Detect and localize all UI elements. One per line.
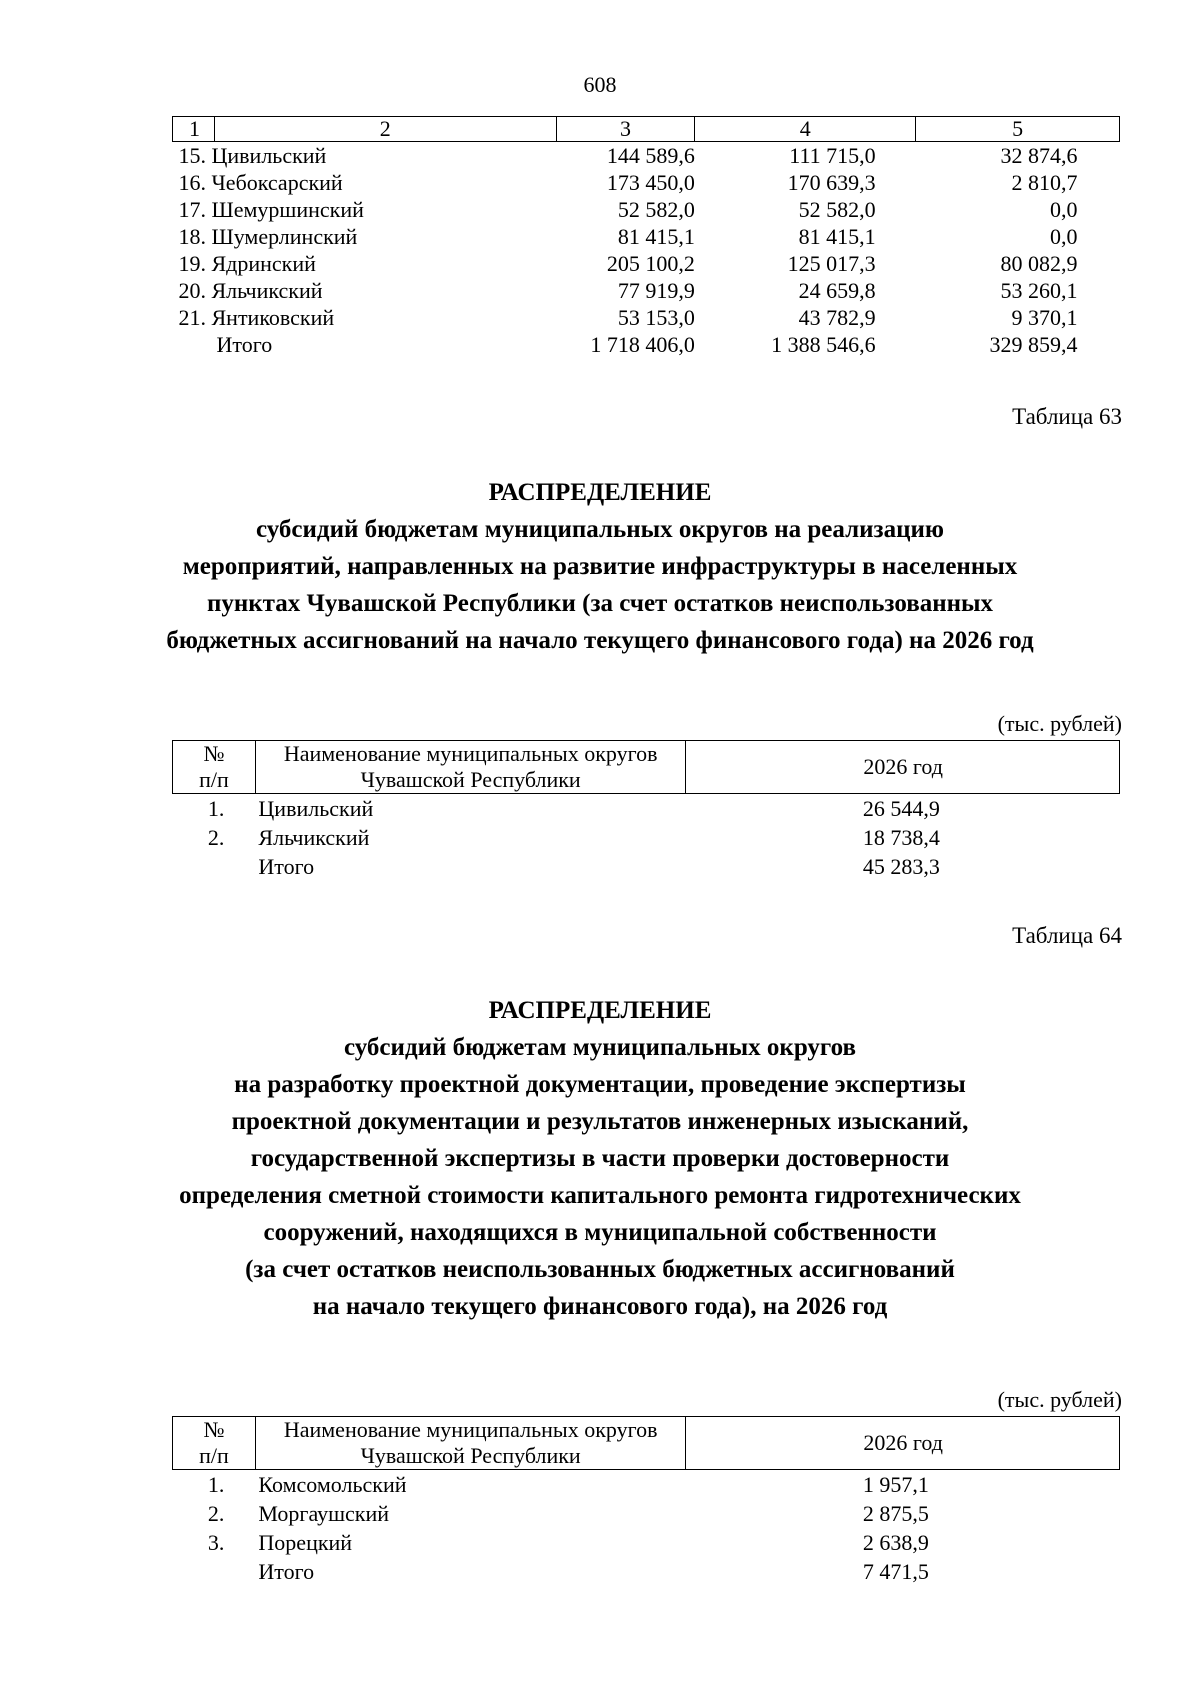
table-row [173,304,1120,331]
title-line: мероприятий, направленных на развитие инфраструктуры в населенных [182,553,1018,580]
value-col3: 144 589,6 [606,143,695,168]
row-number: 2. [207,1501,225,1526]
col-header-name: Чувашской Республики [360,767,581,792]
row-number: 2. [207,825,225,850]
col-header-name: Наименование муниципальных округов [283,1417,658,1442]
units-label: (тыс. рублей) [997,711,1122,736]
row-number: 1. [207,796,225,821]
column-header: 2 [214,117,556,142]
total-value: 7 471,5 [862,1559,929,1584]
district-name: Комсомольский [258,1472,407,1497]
title-line: сооружений, находящихся в муниципальной собственности [263,1219,937,1246]
value-col4: 81 415,1 [798,224,876,249]
total-label: Итого [258,1559,315,1584]
col-header-num: № [203,741,225,766]
title-line: РАСПРЕДЕЛЕНИЕ [488,997,712,1024]
page-number: 608 [583,72,617,97]
value-col4: 24 659,8 [798,278,876,303]
title-line: (за счет остатков неиспользованных бюджетных ассигнований [245,1256,955,1283]
table-row [173,1499,1120,1528]
table63-title [0,474,1200,659]
title-line: на разработку проектной документации, проведение экспертизы [234,1071,966,1098]
district-name: Цивильский [258,796,374,821]
total-value: 45 283,3 [862,854,940,879]
column-header: 5 [916,117,1120,142]
col-header-num: № [203,1417,225,1442]
prev-table-header [173,117,1120,142]
row-number: 1. [207,1472,225,1497]
table-row [173,142,1120,170]
row-number: 20. [178,278,206,303]
row-number: 21. [178,305,206,330]
col-header-year: 2026 год [686,741,1120,794]
title-line: государственной экспертизы в части проверки достоверности [250,1145,950,1172]
row-number: 17. [178,197,206,222]
table64-number: Таблица 64 [1012,923,1122,948]
col-header-name: Чувашской Республики [360,1443,581,1468]
title-line: проектной документации и результатов инженерных изысканий, [231,1108,969,1135]
value-col3: 173 450,0 [606,170,695,195]
column-header: 4 [695,117,916,142]
value-col5: 80 082,9 [1000,251,1078,276]
title-line: РАСПРЕДЕЛЕНИЕ [488,479,712,506]
table-row [173,277,1120,304]
title-line: на начало текущего финансового года), на 2026 год [312,1293,888,1320]
total-row [173,852,1120,881]
district-name: Ядринский [211,251,316,276]
title-line: определения сметной стоимости капитального ремонта гидротехнических [179,1182,1021,1209]
value-col4: 170 639,3 [787,170,876,195]
row-number: 16. [178,170,206,195]
column-header: 3 [556,117,695,142]
value-col4: 125 017,3 [787,251,876,276]
district-name: Чебоксарский [211,170,343,195]
district-name: Цивильский [211,143,327,168]
district-name: Янтиковский [211,305,335,330]
col-header-name: Наименование муниципальных округов [283,741,658,766]
total-col4: 1 388 546,6 [771,332,876,357]
total-label: Итого [216,332,273,357]
table-row [173,1528,1120,1557]
value-2026: 2 875,5 [862,1501,929,1526]
prev-table [172,116,1120,358]
value-col3: 81 415,1 [617,224,695,249]
total-row [173,1557,1120,1586]
table64-title [0,992,1200,1325]
table-row [173,1470,1120,1500]
row-number: 15. [178,143,206,168]
title-line: субсидий бюджетам муниципальных округов на реализацию [255,516,944,543]
column-header: 1 [173,117,215,142]
value-2026: 18 738,4 [862,825,940,850]
total-col3: 1 718 406,0 [590,332,695,357]
value-col4: 43 782,9 [798,305,876,330]
value-col5: 32 874,6 [1000,143,1078,168]
district-name: Яльчикский [258,825,370,850]
value-col3: 53 153,0 [617,305,695,330]
value-col5: 9 370,1 [1011,305,1078,330]
table-row [173,223,1120,250]
col-header-num: п/п [199,767,229,792]
table-row [173,169,1120,196]
value-col5: 2 810,7 [1011,170,1078,195]
value-2026: 2 638,9 [862,1530,929,1555]
district-name: Яльчикский [211,278,323,303]
table63-header [173,741,1120,794]
table63 [172,740,1120,881]
district-name: Шумерлинский [211,224,358,249]
table63-number: Таблица 63 [1012,404,1122,429]
table-row [173,196,1120,223]
value-col3: 52 582,0 [617,197,695,222]
title-line: субсидий бюджетам муниципальных округов [344,1034,856,1061]
value-col3: 77 919,9 [617,278,695,303]
table64-header [173,1417,1120,1470]
district-name: Шемуршинский [211,197,364,222]
value-col3: 205 100,2 [606,251,695,276]
district-name: Порецкий [258,1530,353,1555]
title-line: бюджетных ассигнований на начало текущего финансового года) на 2026 год [166,627,1034,654]
value-2026: 26 544,9 [862,796,940,821]
table-row [173,794,1120,824]
value-col4: 111 715,0 [789,143,876,168]
total-row [173,331,1120,358]
row-number: 3. [207,1530,225,1555]
value-col5: 53 260,1 [1000,278,1078,303]
table64 [172,1416,1120,1586]
value-col5: 0,0 [1050,224,1078,249]
value-2026: 1 957,1 [862,1472,929,1497]
value-col4: 52 582,0 [798,197,876,222]
table-row [173,250,1120,277]
row-number: 19. [178,251,206,276]
col-header-year: 2026 год [686,1417,1120,1470]
title-line: пунктах Чувашской Республики (за счет остатков неиспользованных [206,590,994,617]
table-row [173,823,1120,852]
col-header-num: п/п [199,1443,229,1468]
value-col5: 0,0 [1050,197,1078,222]
total-label: Итого [258,854,315,879]
units-label: (тыс. рублей) [997,1387,1122,1412]
total-col5: 329 859,4 [989,332,1078,357]
row-number: 18. [178,224,206,249]
district-name: Моргаушский [258,1501,390,1526]
